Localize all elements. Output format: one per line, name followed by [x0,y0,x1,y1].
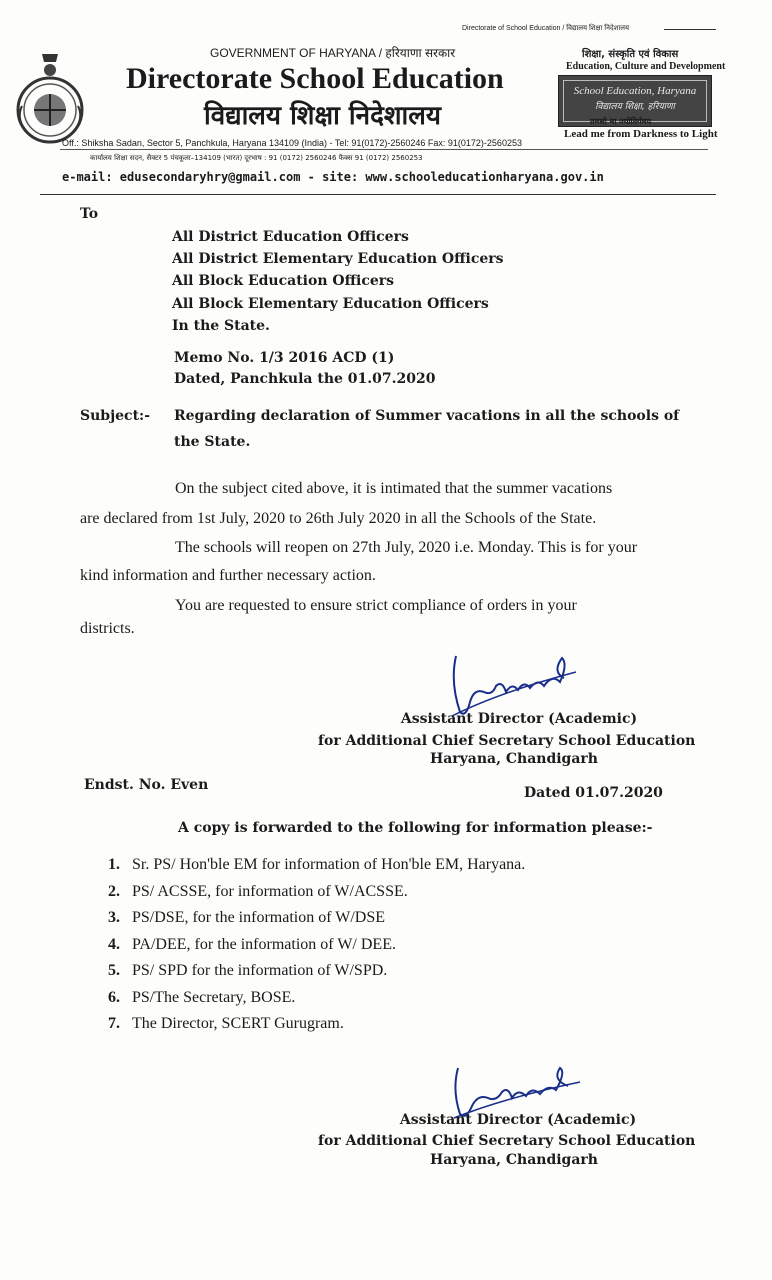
subject-label: Subject:- [80,408,151,424]
signatory-title: Assistant Director (Academic) [399,1112,637,1128]
addressee: All District Elementary Education Officers [172,251,504,268]
government-label: GOVERNMENT OF HARYANA / हरियाणा सरकार [210,46,456,60]
memo-date: Dated, Panchkula the 01.07.2020 [174,371,436,387]
copy-heading: A copy is forwarded to the following for information please:- [178,820,653,836]
copy-item: 5. PS/ SPD for the information of W/SPD. [108,962,388,979]
office-address: Off.: Shiksha Sadan, Sector 5, Panchkula, Haryana 134109 (India) - Tel: 91(0172)-2560246 Fax: 91(0172)-2560253 [62,138,522,148]
subject-line: Regarding declaration of Summer vacations in all the schools of [174,408,680,424]
addressee: All Block Elementary Education Officers [172,295,489,312]
directorate-title-hindi: विद्यालय शिक्षा निदेशालय [204,101,441,131]
paragraph-1: On the subject cited above, it is intimated that the summer vacations [175,480,613,497]
copy-list [108,852,525,1038]
header-topline: Directorate of School Education / विद्यालय शिक्षा निदेशालय [462,25,630,32]
logo-text: School Education, Haryana [573,85,697,97]
copy-item: 2. PS/ ACSSE, for information of W/ACSSE. [108,882,408,900]
subject-line: the State. [174,434,251,450]
motto-english: Education, Culture and Development [566,61,726,72]
copy-item: 7. The Director, SCERT Gurugram. [108,1015,344,1032]
copy-item: 6. PS/The Secretary, BOSE. [108,988,296,1006]
copy-item: 4. PA/DEE, for the information of W/ DEE. [108,935,396,953]
addressee-list [172,226,504,337]
motto-hindi: शिक्षा, संस्कृति एवं विकास [582,49,679,60]
paragraph-2: kind information and further necessary action. [80,567,376,584]
paragraph-3: districts. [80,620,135,637]
tagline-hindi: तमसो मा ज्योतिर्गमय [590,117,652,126]
paragraph-2: The schools will reopen on 27th July, 2020 i.e. Monday. This is for your [175,539,638,556]
haryana-emblem-icon [12,48,88,148]
to-label: To [80,206,99,222]
signatory-title: Assistant Director (Academic) [400,711,638,727]
signatory-location: Haryana, Chandigarh [430,1152,598,1168]
paragraph-3: You are requested to ensure strict compliance of orders in your [175,597,577,614]
office-address-hindi: कार्यालय शिक्षा सदन, सैक्टर 5 पंचकूला–134109 (भारत) दूरभाष : 91 (0172) 2560246 फैक्स 91 (0172) 2560253 [90,154,423,162]
copy-item: 3. PS/DSE, for the information of W/DSE [108,909,386,926]
addressee: All District Education Officers [172,229,409,245]
memo-number: Memo No. 1/3 2016 ACD (1) [174,350,395,366]
logo-subtext: विद्यालय शिक्षा, हरियाणा [595,102,675,112]
signatory-office: for Additional Chief Secretary School Education [318,1133,696,1149]
copy-item: 1. Sr. PS/ Hon'ble EM for information of Hon'ble EM, Haryana. [108,856,526,873]
contact-line: e-mail: edusecondaryhry@gmail.com - site: www.schooleducationharyana.gov.in [62,170,604,184]
signatory-office: for Additional Chief Secretary School Education [318,733,696,749]
addressee: All Block Education Officers [172,273,395,290]
endorsement-number: Endst. No. Even [84,777,209,793]
signatory-location: Haryana, Chandigarh [430,751,598,767]
paragraph-1: are declared from 1st July, 2020 to 26th July 2020 in all the Schools of the State. [80,510,597,527]
tagline-english: Lead me from Darkness to Light [564,128,718,140]
endorsement-date: Dated 01.07.2020 [524,785,663,801]
directorate-title: Directorate School Education [126,62,504,95]
addressee: In the State. [172,317,270,334]
